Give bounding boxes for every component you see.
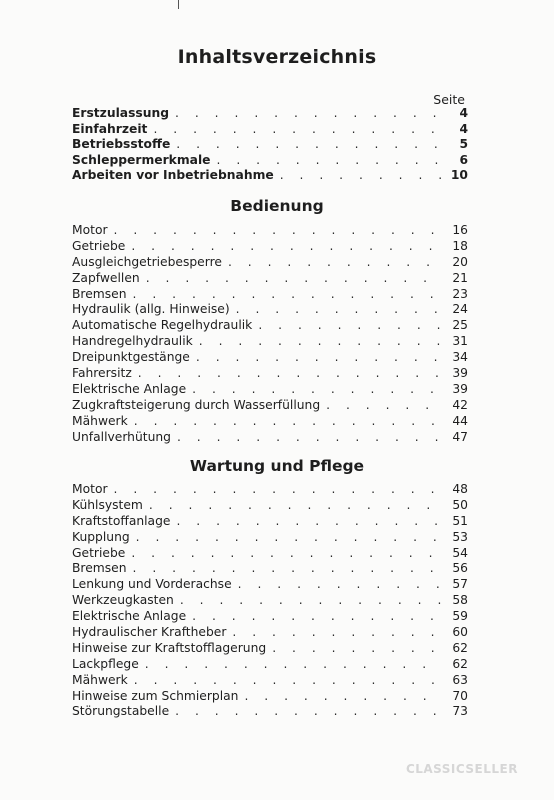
toc-entry [72, 255, 468, 271]
toc-entry-page: 60 [452, 625, 468, 640]
toc-entry-page: 58 [452, 593, 468, 608]
dot-leader [136, 530, 442, 546]
toc-entry [72, 514, 468, 530]
toc-entry-label: Getriebe [72, 545, 126, 560]
toc-entry [72, 366, 468, 382]
dot-leader [176, 514, 442, 530]
toc-entry-label: Hinweise zum Schmierplan [72, 688, 239, 703]
dot-leader [177, 430, 442, 446]
dot-leader [149, 498, 442, 514]
dot-leader [192, 382, 442, 398]
toc-entry [72, 689, 468, 705]
toc-entry-label: Bremsen [72, 286, 127, 301]
toc-entry-page: 4 [459, 121, 468, 136]
toc-entry-label: Getriebe [72, 238, 126, 253]
toc-entry-page: 23 [452, 286, 468, 301]
toc-entry-page: 57 [452, 577, 468, 592]
toc-entry [72, 430, 468, 446]
toc-entry-label: Mähwerk [72, 672, 128, 687]
toc-entry-page: 59 [452, 609, 468, 624]
toc-entry-label: Arbeiten vor Inbetriebnahme [72, 168, 274, 183]
toc-entry-label: Lackpflege [72, 656, 139, 671]
toc-entry [72, 482, 468, 498]
toc-entry-label: Zugkraftsteigerung durch Wasserfüllung [72, 397, 321, 412]
toc-entry-page: 39 [452, 381, 468, 396]
toc-entry [72, 334, 468, 350]
toc-intro-list [72, 106, 468, 184]
toc-entry-page: 4 [459, 106, 468, 120]
page-title: Inhaltsverzeichnis [177, 46, 377, 68]
dot-leader [258, 318, 442, 334]
toc-entry-label: Kupplung [72, 529, 130, 544]
toc-entry [72, 271, 468, 287]
toc-entry-label: Hydraulischer Kraftheber [72, 625, 227, 640]
dot-leader [114, 482, 442, 498]
toc-entry [72, 223, 468, 239]
dot-leader [192, 609, 442, 625]
page-column-label: Seite [433, 92, 465, 107]
toc-entry [72, 673, 468, 689]
toc-entry-page: 73 [452, 704, 468, 719]
dot-leader [232, 625, 442, 641]
toc-entry-label: Fahrersitz [72, 366, 132, 381]
dot-leader [244, 689, 442, 705]
toc-entry-page: 54 [452, 545, 468, 560]
section-heading-bedienung: Bedienung [230, 197, 324, 215]
toc-entry [72, 704, 468, 720]
dot-leader [133, 287, 442, 303]
dot-leader [175, 106, 442, 122]
toc-entry-label: Automatische Regelhydraulik [72, 318, 253, 333]
toc-entry [72, 350, 468, 366]
toc-entry [72, 561, 468, 577]
toc-entry-page: 47 [452, 429, 468, 444]
toc-entry [72, 137, 468, 153]
dot-leader [145, 657, 442, 673]
toc-entry-label: Hinweise zur Kraftstofflagerung [72, 640, 267, 655]
dot-leader [138, 366, 442, 382]
toc-entry-label: Schleppermerkmale [72, 152, 211, 167]
toc-entry [72, 657, 468, 673]
toc-entry-page: 18 [452, 238, 468, 253]
toc-entry-page: 42 [452, 397, 468, 412]
toc-entry-page: 51 [452, 513, 468, 528]
toc-entry-page: 56 [452, 561, 468, 576]
dot-leader [134, 673, 442, 689]
toc-entry [72, 153, 468, 169]
dot-leader [238, 577, 442, 593]
dot-leader [131, 546, 442, 562]
toc-entry-page: 24 [452, 302, 468, 317]
toc-entry [72, 530, 468, 546]
toc-entry-label: Kraftstoffanlage [72, 513, 171, 528]
toc-entry-page: 31 [452, 334, 468, 349]
dot-leader [114, 223, 442, 239]
toc-entry [72, 641, 468, 657]
toc-entry-label: Kühlsystem [72, 497, 143, 512]
toc-entry-label: Erstzulassung [72, 106, 170, 120]
toc-entry [72, 287, 468, 303]
dot-leader [131, 239, 442, 255]
toc-entry-page: 53 [452, 529, 468, 544]
toc-entry-label: Elektrische Anlage [72, 609, 187, 624]
toc-entry-label: Lenkung und Vorderachse [72, 577, 232, 592]
toc-entry-page: 39 [452, 366, 468, 381]
toc-entry-page: 48 [452, 482, 468, 496]
toc-entry-page: 21 [452, 270, 468, 285]
dot-leader [236, 302, 442, 318]
toc-entry [72, 577, 468, 593]
toc-entry-label: Dreipunktgestänge [72, 350, 190, 365]
dot-leader [199, 334, 442, 350]
toc-entry [72, 122, 468, 138]
dot-leader [146, 271, 442, 287]
dot-leader [153, 122, 442, 138]
toc-entry-label: Handregelhydraulik [72, 334, 193, 349]
toc-entry-label: Einfahrzeit [72, 121, 148, 136]
toc-entry [72, 106, 468, 122]
toc-entry-page: 50 [452, 497, 468, 512]
toc-entry-page: 63 [452, 672, 468, 687]
dot-leader [176, 137, 442, 153]
dot-leader [134, 414, 442, 430]
toc-entry-page: 5 [459, 137, 468, 152]
toc-entry-page: 10 [450, 168, 468, 183]
toc-entry-label: Bremsen [72, 561, 127, 576]
toc-entry [72, 168, 468, 184]
dot-leader [196, 350, 442, 366]
toc-entry [72, 498, 468, 514]
toc-entry-page: 6 [459, 152, 468, 167]
toc-entry [72, 382, 468, 398]
toc-bedienung-list [72, 223, 468, 445]
dot-leader [280, 168, 442, 184]
toc-entry-label: Elektrische Anlage [72, 381, 187, 396]
toc-entry [72, 593, 468, 609]
toc-entry-page: 34 [452, 350, 468, 365]
toc-entry-label: Motor [72, 223, 108, 237]
dot-leader [217, 153, 442, 169]
toc-entry-page: 62 [452, 640, 468, 655]
scan-mark [178, 0, 179, 9]
toc-entry-page: 62 [452, 656, 468, 671]
toc-entry [72, 625, 468, 641]
toc-entry-page: 44 [452, 413, 468, 428]
toc-entry-label: Störungstabelle [72, 704, 170, 719]
toc-wartung-list [72, 482, 468, 720]
toc-entry [72, 546, 468, 562]
toc-entry-label: Werkzeugkasten [72, 593, 174, 608]
watermark: CLASSICSELLER [405, 762, 518, 776]
toc-entry-label: Betriebsstoffe [72, 137, 171, 152]
toc-entry [72, 302, 468, 318]
toc-entry-page: 25 [452, 318, 468, 333]
toc-entry-label: Hydraulik (allg. Hinweise) [72, 302, 230, 317]
dot-leader [272, 641, 442, 657]
dot-leader [180, 593, 442, 609]
dot-leader [326, 398, 442, 414]
dot-leader [175, 704, 442, 720]
toc-entry-label: Ausgleichgetriebesperre [72, 254, 222, 269]
toc-entry-label: Mähwerk [72, 413, 128, 428]
toc-entry-label: Unfallverhütung [72, 429, 171, 444]
toc-entry-label: Zapfwellen [72, 270, 140, 285]
dot-leader [228, 255, 442, 271]
section-heading-wartung: Wartung und Pflege [189, 457, 365, 475]
toc-entry-page: 20 [452, 254, 468, 269]
toc-entry-page: 70 [452, 688, 468, 703]
toc-entry [72, 414, 468, 430]
toc-entry-label: Motor [72, 482, 108, 496]
toc-entry [72, 318, 468, 334]
toc-entry [72, 398, 468, 414]
toc-entry [72, 239, 468, 255]
toc-entry [72, 609, 468, 625]
toc-entry-page: 16 [452, 223, 468, 237]
dot-leader [133, 561, 442, 577]
